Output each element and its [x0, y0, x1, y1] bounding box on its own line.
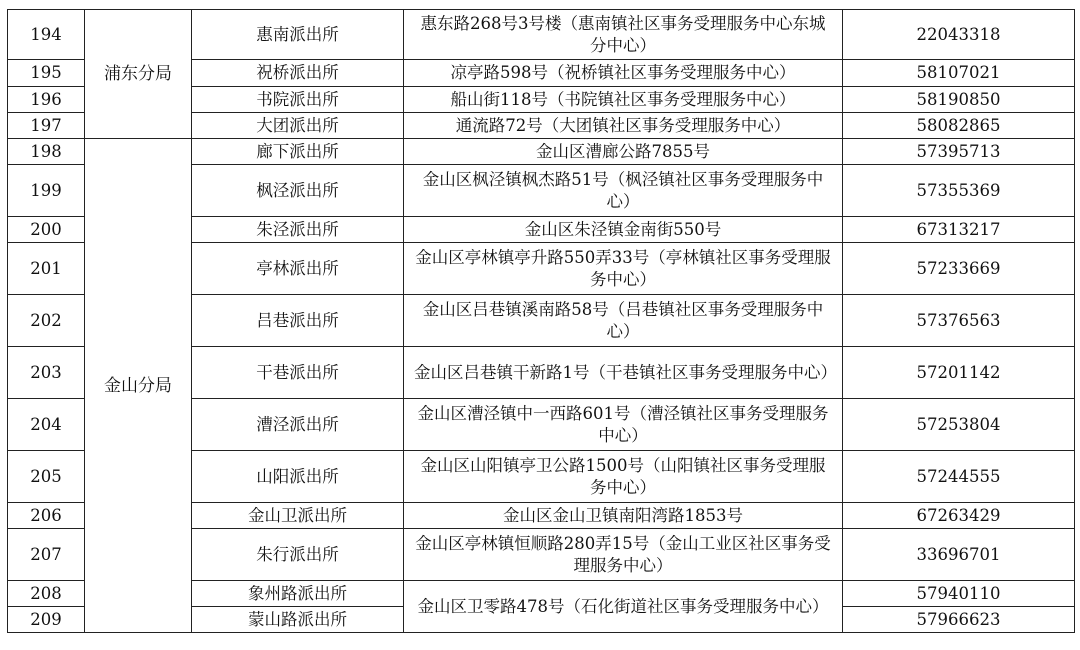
station-name: 山阳派出所	[192, 451, 404, 503]
row-number: 194	[8, 10, 85, 60]
station-address: 金山区枫泾镇枫杰路51号（枫泾镇社区事务受理服务中心）	[404, 165, 843, 217]
station-phone: 57395713	[843, 139, 1075, 165]
row-number: 197	[8, 113, 85, 139]
station-address: 惠东路268号3号楼（惠南镇社区事务受理服务中心东城分中心）	[404, 10, 843, 60]
row-number: 201	[8, 243, 85, 295]
station-name: 廊下派出所	[192, 139, 404, 165]
station-name: 亭林派出所	[192, 243, 404, 295]
station-phone: 57940110	[843, 581, 1075, 607]
station-address: 金山区漕廊公路7855号	[404, 139, 843, 165]
station-name: 金山卫派出所	[192, 503, 404, 529]
station-name: 蒙山路派出所	[192, 607, 404, 633]
station-address: 船山街118号（书院镇社区事务受理服务中心）	[404, 87, 843, 113]
station-address: 通流路72号（大团镇社区事务受理服务中心）	[404, 113, 843, 139]
station-name: 祝桥派出所	[192, 60, 404, 87]
row-number: 199	[8, 165, 85, 217]
station-name: 干巷派出所	[192, 347, 404, 399]
station-address: 金山区朱泾镇金南街550号	[404, 217, 843, 243]
row-number: 207	[8, 529, 85, 581]
row-number: 200	[8, 217, 85, 243]
station-phone: 57233669	[843, 243, 1075, 295]
station-phone: 67263429	[843, 503, 1075, 529]
station-address: 凉亭路598号（祝桥镇社区事务受理服务中心）	[404, 60, 843, 87]
station-address: 金山区金山卫镇南阳湾路1853号	[404, 503, 843, 529]
row-number: 202	[8, 295, 85, 347]
station-phone: 57376563	[843, 295, 1075, 347]
station-name: 大团派出所	[192, 113, 404, 139]
station-address: 金山区亭林镇亭升路550弄33号（亭林镇社区事务受理服务中心）	[404, 243, 843, 295]
branch-name: 浦东分局	[85, 10, 192, 139]
station-phone: 57201142	[843, 347, 1075, 399]
row-number: 206	[8, 503, 85, 529]
station-phone: 58082865	[843, 113, 1075, 139]
station-address: 金山区卫零路478号（石化街道社区事务受理服务中心）	[404, 581, 843, 633]
station-phone: 22043318	[843, 10, 1075, 60]
station-address: 金山区吕巷镇溪南路58号（吕巷镇社区事务受理服务中心）	[404, 295, 843, 347]
station-name: 象州路派出所	[192, 581, 404, 607]
row-number: 208	[8, 581, 85, 607]
station-phone: 57244555	[843, 451, 1075, 503]
station-name: 惠南派出所	[192, 10, 404, 60]
station-name: 漕泾派出所	[192, 399, 404, 451]
row-number: 203	[8, 347, 85, 399]
row-number: 205	[8, 451, 85, 503]
row-number: 204	[8, 399, 85, 451]
station-phone: 58190850	[843, 87, 1075, 113]
police-station-table	[7, 9, 1075, 633]
station-phone: 57253804	[843, 399, 1075, 451]
station-address: 金山区吕巷镇干新路1号（干巷镇社区事务受理服务中心）	[404, 347, 843, 399]
station-phone: 67313217	[843, 217, 1075, 243]
table-row	[8, 10, 1075, 60]
station-name: 枫泾派出所	[192, 165, 404, 217]
station-phone: 57355369	[843, 165, 1075, 217]
station-address: 金山区山阳镇亭卫公路1500号（山阳镇社区事务受理服务中心）	[404, 451, 843, 503]
station-phone: 57966623	[843, 607, 1075, 633]
row-number: 196	[8, 87, 85, 113]
branch-name: 金山分局	[85, 139, 192, 633]
table-row	[8, 139, 1075, 165]
row-number: 209	[8, 607, 85, 633]
row-number: 198	[8, 139, 85, 165]
station-name: 朱行派出所	[192, 529, 404, 581]
station-address: 金山区漕泾镇中一西路601号（漕泾镇社区事务受理服务中心）	[404, 399, 843, 451]
row-number: 195	[8, 60, 85, 87]
station-name: 朱泾派出所	[192, 217, 404, 243]
station-phone: 58107021	[843, 60, 1075, 87]
station-address: 金山区亭林镇恒顺路280弄15号（金山工业区社区事务受理服务中心）	[404, 529, 843, 581]
station-name: 书院派出所	[192, 87, 404, 113]
station-name: 吕巷派出所	[192, 295, 404, 347]
station-phone: 33696701	[843, 529, 1075, 581]
